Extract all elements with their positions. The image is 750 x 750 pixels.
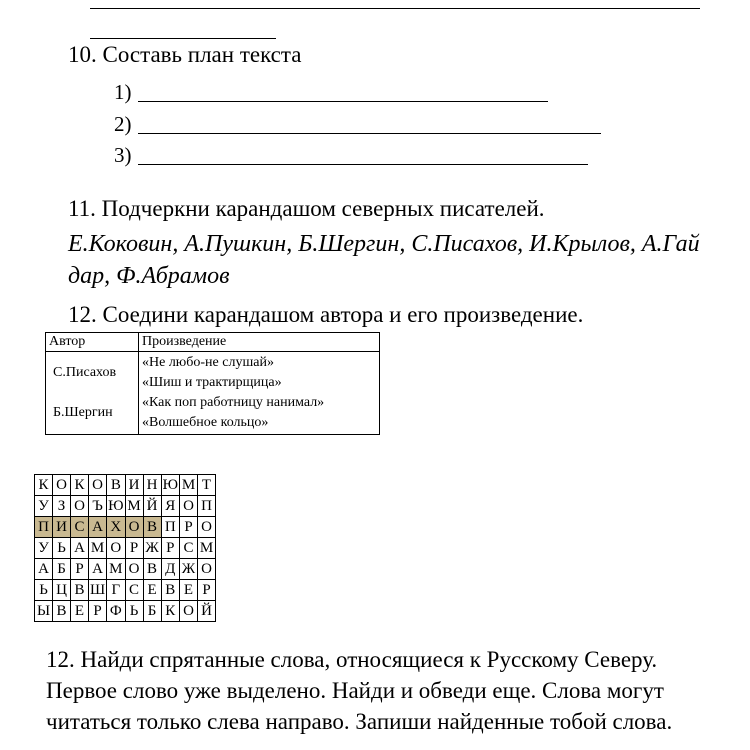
word-search-grid [34,474,216,622]
plan-item-number: 2) [114,112,132,136]
grid-cell[interactable]: О [197,517,215,538]
grid-row [35,580,216,601]
grid-row [35,601,216,622]
grid-cell[interactable]: П [35,517,53,538]
writers-list[interactable]: Е.Коковин, А.Пушкин, Б.Шергин, С.Писахов, И.Крылов, А.Гайдар, Ф.Абрамов [68,231,700,289]
grid-cell[interactable]: О [53,475,71,496]
grid-cell[interactable]: Р [89,601,107,622]
grid-cell[interactable]: О [107,538,125,559]
grid-cell[interactable]: М [179,475,197,496]
grid-cell[interactable]: Й [143,496,161,517]
question-12-match-title: 12. Соедини карандашом автора и его произведение. [68,302,584,327]
grid-cell[interactable]: Ф [107,601,125,622]
grid-cell[interactable]: А [89,517,107,538]
plan-answer-line-3[interactable] [138,164,588,165]
header-work: Произведение [139,333,380,352]
grid-cell[interactable]: Р [161,538,179,559]
work-item[interactable]: «Как поп работницу нанимал» [142,395,325,410]
grid-cell[interactable]: В [107,475,125,496]
grid-cell[interactable]: И [53,517,71,538]
work-item[interactable]: «Шиш и трактирщица» [142,375,282,390]
plan-item-1 [114,80,136,105]
grid-cell[interactable]: М [125,496,143,517]
grid-row [35,496,216,517]
grid-cell[interactable]: У [35,496,53,517]
grid-cell[interactable]: А [35,559,53,580]
grid-row [35,559,216,580]
grid-row [35,475,216,496]
grid-cell[interactable]: Ж [179,559,197,580]
grid-cell[interactable]: Е [143,580,161,601]
grid-cell[interactable]: В [161,580,179,601]
grid-cell[interactable]: И [125,475,143,496]
grid-cell[interactable]: М [197,538,215,559]
grid-cell[interactable]: Р [71,559,89,580]
grid-cell[interactable]: К [71,475,89,496]
answer-line-top-short[interactable] [90,38,276,39]
grid-cell[interactable]: Й [197,601,215,622]
grid-cell[interactable]: О [179,601,197,622]
word-search-task: 12. Найди спрятанные слова, относящиеся к Русскому Северу. Первое слово уже выделено. Найди и обведи еще. Слова могут читаться только слева направо. Запиши найденные тобой слова. [46,647,673,734]
grid-cell[interactable]: О [197,559,215,580]
grid-cell[interactable]: Е [71,601,89,622]
table-row [46,352,380,435]
header-author: Автор [46,333,139,352]
grid-cell[interactable]: Б [53,559,71,580]
grid-cell[interactable]: В [71,580,89,601]
grid-cell[interactable]: Ь [35,580,53,601]
grid-cell[interactable]: Х [107,517,125,538]
grid-cell[interactable]: О [89,475,107,496]
grid-cell[interactable]: С [71,517,89,538]
grid-cell[interactable]: Ц [53,580,71,601]
grid-row [35,517,216,538]
grid-cell[interactable]: М [107,559,125,580]
grid-row [35,538,216,559]
answer-line-top[interactable] [90,8,700,9]
plan-item-number: 3) [114,143,132,167]
plan-item-number: 1) [114,80,132,104]
grid-cell[interactable]: Т [197,475,215,496]
grid-cell[interactable]: В [53,601,71,622]
grid-cell[interactable]: Г [107,580,125,601]
grid-cell[interactable]: О [179,496,197,517]
grid-cell[interactable]: А [71,538,89,559]
grid-cell[interactable]: К [35,475,53,496]
grid-cell[interactable]: Ю [161,475,179,496]
grid-cell[interactable]: С [125,580,143,601]
plan-answer-line-2[interactable] [138,133,601,134]
grid-cell[interactable]: П [161,517,179,538]
question-10-title: 10. Составь план текста [68,42,302,67]
grid-cell[interactable]: П [197,496,215,517]
author-work-table [45,332,380,435]
grid-cell[interactable]: Б [143,601,161,622]
grid-cell[interactable]: Ь [125,601,143,622]
grid-cell[interactable]: М [89,538,107,559]
grid-cell[interactable]: Н [143,475,161,496]
work-item[interactable]: «Не любо-не слушай» [142,355,274,370]
works-cell [139,352,380,435]
work-item[interactable]: «Волшебное кольцо» [142,415,269,430]
grid-cell[interactable]: В [143,559,161,580]
author-shergin[interactable]: Б.Шергин [53,405,113,420]
authors-cell [46,352,139,435]
grid-cell[interactable]: Е [179,580,197,601]
grid-cell[interactable]: Я [161,496,179,517]
grid-cell[interactable]: У [35,538,53,559]
grid-cell[interactable]: А [89,559,107,580]
grid-cell[interactable]: О [125,559,143,580]
grid-cell[interactable]: Ъ [89,496,107,517]
grid-cell[interactable]: Ш [89,580,107,601]
grid-cell[interactable]: Р [197,580,215,601]
question-11-title: 11. Подчеркни карандашом северных писателей. [68,196,545,221]
grid-cell[interactable]: Д [161,559,179,580]
grid-cell[interactable]: З [53,496,71,517]
table-header-row [46,333,380,352]
grid-cell[interactable]: К [161,601,179,622]
grid-cell[interactable]: Ж [143,538,161,559]
plan-item-3 [114,143,136,168]
grid-cell[interactable]: Р [179,517,197,538]
grid-cell[interactable]: Ь [53,538,71,559]
grid-cell[interactable]: С [179,538,197,559]
grid-cell[interactable]: О [71,496,89,517]
plan-answer-line-1[interactable] [138,101,548,102]
grid-cell[interactable]: Р [125,538,143,559]
grid-cell[interactable]: О [125,517,143,538]
grid-cell[interactable]: Ы [35,601,53,622]
grid-cell[interactable]: Ю [107,496,125,517]
plan-item-2 [114,112,136,137]
grid-cell[interactable]: В [143,517,161,538]
author-pisakhov[interactable]: С.Писахов [53,365,117,380]
